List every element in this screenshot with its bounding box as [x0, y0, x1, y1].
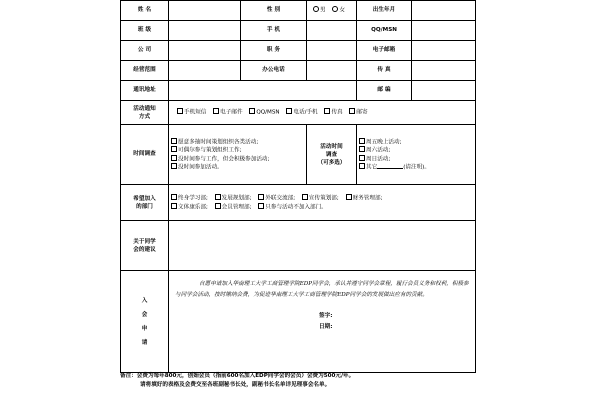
application-char-4: 请	[141, 339, 148, 346]
application-label-vertical	[123, 294, 166, 350]
option-label: 周日活动;	[366, 156, 391, 162]
option-label: 财务管理部;	[352, 195, 383, 202]
option-label: 外联交流部;	[265, 195, 296, 202]
form-table	[120, 0, 476, 373]
checkbox[interactable]	[177, 108, 183, 114]
male-radio[interactable]	[313, 6, 319, 12]
option-label: 会员管理部;	[221, 204, 252, 210]
departments-label	[121, 185, 169, 221]
option-label: 其它	[366, 164, 378, 171]
postcode-input[interactable]	[412, 81, 476, 101]
activity-option-other[interactable]	[359, 163, 473, 172]
checkbox[interactable]	[359, 138, 365, 144]
activity-time-label	[307, 125, 357, 185]
notify-option-mail[interactable]	[349, 108, 367, 117]
option-label: 只参与活动不加入部门。	[265, 204, 327, 210]
activity-option-friday[interactable]	[359, 138, 473, 147]
email-input[interactable]	[412, 41, 476, 61]
checkbox[interactable]	[258, 203, 264, 209]
row-time-survey	[121, 125, 476, 185]
name-input[interactable]	[169, 1, 241, 21]
membership-form	[120, 0, 475, 400]
option-label: 邮寄	[356, 109, 368, 116]
date-line[interactable]: 日期:	[319, 324, 333, 330]
suggestion-label-line2: 会的建议	[133, 246, 156, 253]
row-departments	[121, 185, 476, 221]
footnote-line-1: 备注：会费为每年800元，创始会员（指前600名加入EDP同学会的会员）会费为500元/年。	[120, 373, 355, 379]
time-survey-label: 时间调查	[121, 125, 169, 185]
gender-options	[307, 1, 357, 21]
application-char-1: 入	[141, 297, 148, 304]
office-phone-label: 办公电话	[241, 61, 307, 81]
dept-external[interactable]	[258, 194, 295, 203]
address-input[interactable]	[169, 81, 357, 101]
checkbox[interactable]	[359, 146, 365, 152]
time-option-3[interactable]	[171, 155, 304, 164]
row-name	[121, 1, 476, 21]
dept-recreation[interactable]	[171, 203, 208, 212]
row-address	[121, 81, 476, 101]
notify-label-line2: 方式	[138, 113, 151, 120]
dept-lifelong-learning[interactable]	[171, 194, 208, 203]
option-label: 传真	[331, 109, 343, 116]
option-label: 宣传策划部;	[308, 195, 339, 202]
checkbox[interactable]	[171, 203, 177, 209]
activity-label-line3: （可多选）	[317, 159, 346, 166]
dept-membership[interactable]	[215, 203, 252, 212]
activity-label-line2: 调查	[325, 151, 338, 158]
checkbox[interactable]	[286, 108, 292, 114]
activity-time-options	[357, 125, 476, 185]
qq-input[interactable]	[412, 21, 476, 41]
fax-input[interactable]	[412, 61, 476, 81]
gender-male-option[interactable]	[313, 6, 326, 15]
notify-option-sms[interactable]	[177, 108, 206, 117]
checkbox[interactable]	[324, 108, 330, 114]
checkbox[interactable]	[249, 108, 255, 114]
signature-line[interactable]: 签字:	[319, 313, 333, 319]
dept-activities-only[interactable]	[258, 203, 327, 212]
option-label: 文体康乐部;	[178, 204, 208, 210]
option-label: 电话/手机	[293, 109, 318, 116]
checkbox[interactable]	[171, 155, 177, 161]
row-class	[121, 21, 476, 41]
option-label: 手机短信	[184, 109, 207, 116]
female-radio[interactable]	[332, 6, 338, 12]
departments-label-line2: 的部门	[136, 203, 153, 210]
notify-label-line1: 活动通知	[133, 105, 156, 112]
position-label: 职 务	[241, 41, 307, 61]
checkbox[interactable]	[171, 146, 177, 152]
application-label	[121, 271, 169, 373]
checkbox[interactable]	[215, 194, 221, 200]
footnote-line-2: 请将填好的表格及会费交至各班副秘书长处，副秘书长名单详见理事会名单。	[140, 382, 331, 388]
name-label: 姓 名	[121, 1, 169, 21]
row-scope	[121, 61, 476, 81]
option-label: 没时间参加活动。	[178, 164, 223, 171]
checkbox[interactable]	[213, 108, 219, 114]
checkbox[interactable]	[359, 163, 365, 169]
other-suffix: (请注明)。	[403, 164, 430, 171]
notify-label	[121, 101, 169, 125]
scope-label: 经营范围	[121, 61, 169, 81]
row-suggestion	[121, 221, 476, 271]
notify-option-qq[interactable]	[249, 108, 279, 117]
row-notify	[121, 101, 476, 125]
activity-option-saturday[interactable]	[359, 146, 473, 155]
department-options	[169, 185, 476, 221]
row-application	[121, 271, 476, 373]
option-label: 终身学习部;	[178, 195, 208, 202]
activity-label-line1: 活动时间	[320, 143, 343, 150]
scope-input[interactable]	[169, 61, 241, 81]
position-input[interactable]	[307, 41, 357, 61]
checkbox[interactable]	[346, 194, 352, 200]
checkbox[interactable]	[349, 108, 355, 114]
checkbox[interactable]	[171, 138, 177, 144]
application-body	[169, 271, 476, 373]
mobile-input[interactable]	[307, 21, 357, 41]
time-option-4[interactable]	[171, 163, 304, 172]
birth-input[interactable]	[412, 1, 476, 21]
gender-label: 性 别	[241, 1, 307, 21]
application-statement: 自愿申请加入华南理工大学工商管理学院EDP同学会，承认并遵守同学会章程，履行会员义务和权利，积极参与同学会活动，按时缴纳会费，为促进华南理工大学工商管理学院EDP同学会的发展做出应有的贡献。	[175, 281, 469, 298]
option-label: 没时间参与工作，但会积极参加活动;	[178, 156, 270, 162]
option-label: 电子邮件	[220, 109, 243, 116]
time-option-2[interactable]	[171, 146, 304, 155]
dept-publicity[interactable]	[302, 194, 339, 203]
office-phone-input[interactable]	[307, 61, 357, 81]
option-label: 周六活动;	[366, 147, 391, 154]
suggestion-label-line1: 关于同学	[133, 238, 156, 245]
time-option-1[interactable]	[171, 138, 304, 147]
department-row-1	[171, 194, 473, 203]
time-survey-options	[169, 125, 307, 185]
email-label: 电子邮箱	[357, 41, 412, 61]
activity-option-sunday[interactable]	[359, 155, 473, 164]
option-label: QQ/MSN	[256, 109, 280, 116]
suggestion-input[interactable]	[169, 221, 476, 271]
male-label: 男	[320, 7, 326, 14]
suggestion-label	[121, 221, 169, 271]
class-input[interactable]	[169, 21, 241, 41]
notify-options	[169, 101, 476, 125]
notify-option-email[interactable]	[213, 108, 242, 117]
postcode-label: 邮 编	[357, 81, 412, 101]
qq-label: QQ/MSN	[357, 21, 412, 41]
company-input[interactable]	[169, 41, 241, 61]
checkbox[interactable]	[171, 194, 177, 200]
class-label: 班 级	[121, 21, 169, 41]
other-blank[interactable]	[377, 168, 403, 169]
fax-label: 传 真	[357, 61, 412, 81]
female-label: 女	[339, 7, 345, 14]
notify-option-phone[interactable]	[286, 108, 317, 117]
option-label: 发展规划部;	[221, 195, 252, 202]
dept-finance[interactable]	[346, 194, 383, 203]
option-label: 周五晚上活动;	[366, 139, 402, 145]
application-char-2: 会	[141, 311, 148, 318]
footnote	[120, 372, 475, 390]
dept-development[interactable]	[215, 194, 252, 203]
option-label: 愿意多抽时间策划组织各类活动;	[178, 139, 259, 145]
notify-option-fax[interactable]	[324, 108, 342, 117]
row-company	[121, 41, 476, 61]
checkbox[interactable]	[171, 163, 177, 169]
application-char-3: 申	[141, 325, 148, 332]
checkbox[interactable]	[258, 194, 264, 200]
address-label: 通讯地址	[121, 81, 169, 101]
gender-female-option[interactable]	[332, 6, 345, 15]
option-label: 可偶尔参与策划组织工作;	[178, 147, 242, 154]
checkbox[interactable]	[359, 155, 365, 161]
mobile-label: 手 机	[241, 21, 307, 41]
company-label: 公 司	[121, 41, 169, 61]
birth-label: 出生年月	[357, 1, 412, 21]
departments-label-line1: 希望加入	[133, 195, 156, 202]
checkbox[interactable]	[302, 194, 308, 200]
department-row-2	[171, 203, 473, 212]
checkbox[interactable]	[215, 203, 221, 209]
